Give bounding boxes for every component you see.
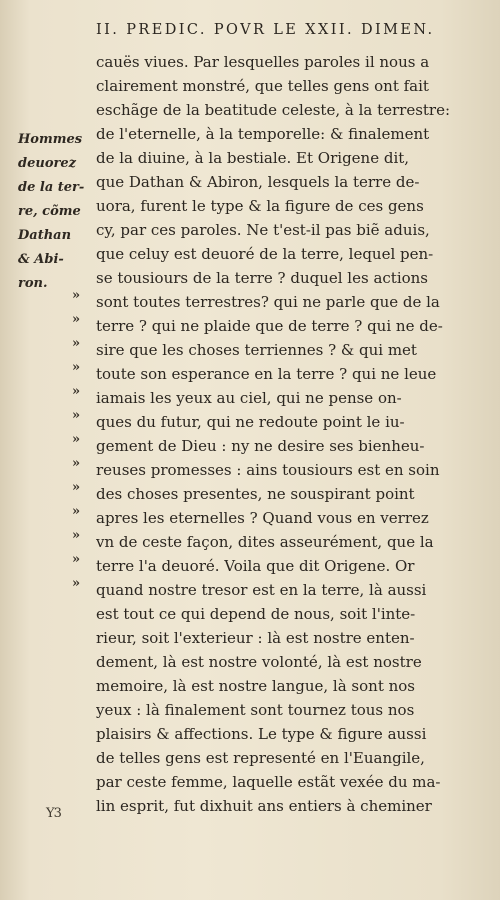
text-line: clairement monstré, que telles gens ont fait bbox=[96, 77, 429, 95]
text-line: memoire, là est nostre langue, là sont nos bbox=[96, 677, 416, 695]
text-line: des choses presentes, ne souspirant point bbox=[96, 485, 415, 503]
quotation-marks bbox=[72, 284, 94, 596]
margin-note-line: & Abi- bbox=[18, 252, 64, 267]
text-line: sire que les choses terriennes ? & qui met bbox=[96, 341, 417, 359]
text-line: uora, furent le type & la figure de ces gens bbox=[96, 197, 424, 215]
margin-note-line: Dathan bbox=[18, 228, 72, 243]
text-line: cauës viues. Par lesquelles paroles il nous a bbox=[96, 53, 430, 71]
margin-note-line: deuorez bbox=[18, 156, 76, 171]
text-line: plaisirs & affections. Le type & figure aussi bbox=[96, 725, 427, 743]
text-line: quand nostre tresor est en la terre, là aussi bbox=[96, 581, 427, 599]
quote-mark: » bbox=[72, 576, 81, 591]
quote-mark: » bbox=[72, 504, 81, 519]
text-line: de telles gens est representé en l'Euangile, bbox=[96, 749, 425, 767]
text-line: dement, là est nostre volonté, là est nostre bbox=[96, 653, 422, 671]
text-line: sont toutes terrestres? qui ne parle que de la bbox=[96, 293, 440, 311]
signature-mark: Y3 bbox=[46, 806, 61, 821]
text-line: yeux : là finalement sont tournez tous nos bbox=[96, 701, 415, 719]
quote-mark: » bbox=[72, 480, 81, 495]
quote-mark: » bbox=[72, 408, 81, 423]
text-line: que celuy est deuoré de la terre, lequel pen- bbox=[96, 245, 434, 263]
text-line: de l'eternelle, à la temporelle: & finalement bbox=[96, 125, 430, 143]
text-line: terre ? qui ne plaide que de terre ? qui ne de- bbox=[96, 317, 443, 335]
margin-note-line: Hommes bbox=[18, 132, 83, 147]
text-line: apres les eternelles ? Quand vous en verrez bbox=[96, 509, 429, 527]
running-head: II. PREDIC. POVR LE XXII. DIMEN. bbox=[96, 22, 435, 38]
text-line: par ceste femme, laquelle estãt vexée du ma- bbox=[96, 773, 441, 791]
text-line: terre l'a deuoré. Voila que dit Origene. Or bbox=[96, 557, 415, 575]
margin-note-line: re, cõme bbox=[18, 204, 81, 219]
quote-mark: » bbox=[72, 336, 81, 351]
quote-mark: » bbox=[72, 384, 81, 399]
margin-note-line: de la ter- bbox=[18, 180, 85, 195]
text-line: eschãge de la beatitude celeste, à la terrestre: bbox=[96, 101, 451, 119]
margin-note bbox=[18, 128, 96, 296]
quote-mark: » bbox=[72, 312, 81, 327]
quote-mark: » bbox=[72, 552, 81, 567]
text-line: gement de Dieu : ny ne desire ses bienheu- bbox=[96, 437, 425, 455]
text-line: de la diuine, à la bestiale. Et Origene dit, bbox=[96, 149, 410, 167]
text-line: toute son esperance en la terre ? qui ne leue bbox=[96, 365, 437, 383]
text-line: iamais les yeux au ciel, qui ne pense on- bbox=[96, 389, 402, 407]
text-line: reuses promesses : ains tousiours est en soin bbox=[96, 461, 440, 479]
quote-mark: » bbox=[72, 288, 81, 303]
text-line: cy, par ces paroles. Ne t'est-il pas biẽ aduis, bbox=[96, 221, 430, 239]
quote-mark: » bbox=[72, 528, 81, 543]
body-text bbox=[96, 50, 462, 818]
text-line: lin esprit, fut dixhuit ans entiers à cheminer bbox=[96, 797, 432, 815]
quote-mark: » bbox=[72, 432, 81, 447]
text-line: rieur, soit l'exterieur : là est nostre enten- bbox=[96, 629, 415, 647]
margin-note-line: ron. bbox=[18, 276, 48, 291]
text-line: est tout ce qui depend de nous, soit l'inte- bbox=[96, 605, 416, 623]
text-line: que Dathan & Abiron, lesquels la terre de- bbox=[96, 173, 420, 191]
text-line: se tousiours de la terre ? duquel les actions bbox=[96, 269, 429, 287]
text-line: vn de ceste façon, dites asseurément, que la bbox=[96, 533, 434, 551]
text-line: ques du futur, qui ne redoute point le iu- bbox=[96, 413, 405, 431]
quote-mark: » bbox=[72, 456, 81, 471]
quote-mark: » bbox=[72, 360, 81, 375]
